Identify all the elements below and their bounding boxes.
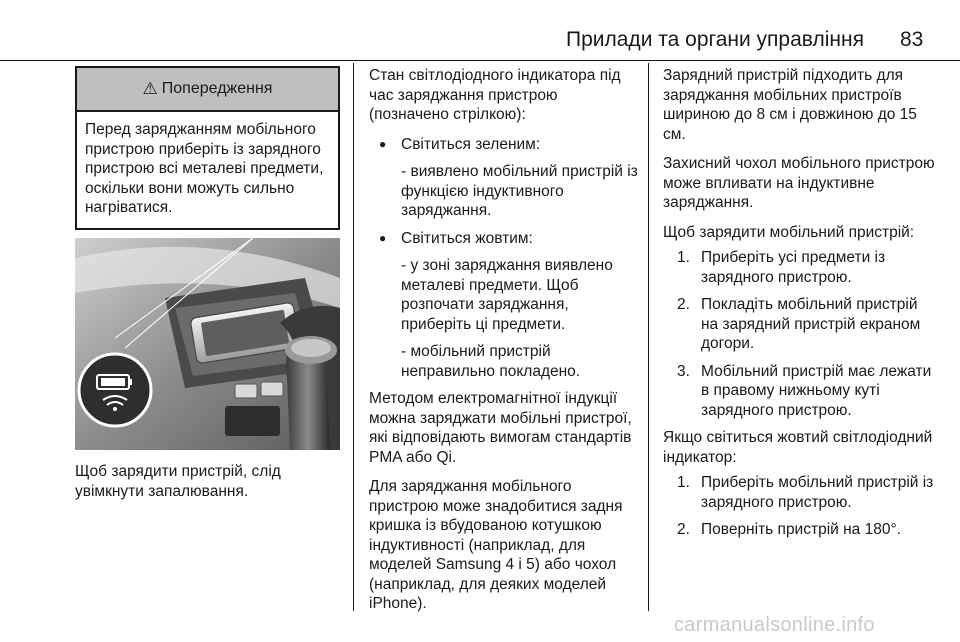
page-header-title: Прилади та органи управління — [566, 28, 864, 51]
right-column — [663, 66, 935, 548]
size-paragraph: Зарядний пристрій підходить для заряджання мобільних пристроїв шириною до 8 см і довжиною до 15 см. — [663, 67, 917, 143]
warning-text: Перед заряджанням мобільного пристрою приберіть із зарядного пристрою всі металеві предмети, оскільки вони можуть сильно нагріватися. — [85, 121, 324, 216]
middle-column — [369, 66, 641, 624]
warning-box — [75, 66, 340, 230]
warning-header — [77, 68, 338, 112]
induction-paragraph: Методом електромагнітної індукції можна заряджати мобільні пристрої, які відповідають вимогам стандартів PMA або Qi. — [369, 390, 632, 466]
bullet-yellow-detail-2: - мобільний пристрій неправильно покладено. — [401, 343, 581, 380]
bullet-green: ● Світиться зеленим: — [379, 135, 641, 155]
charging-tray-photo — [75, 238, 340, 450]
page-number: 83 — [900, 28, 924, 51]
column-divider-right — [648, 63, 649, 611]
case-paragraph: Захисний чохол мобільного пристрою може впливати на індуктивне заряджання. — [663, 155, 935, 211]
watermark: carmanualsonline.info — [674, 614, 875, 636]
cover-paragraph: Для заряджання мобільного пристрою може знадобитися задня кришка із вбудованою котушкою індуктивності (наприклад, для моделей Samsung 4 і 5) або чохол (наприклад, для деяких моделей iPhone). — [369, 478, 623, 612]
warning-title: Попередження — [161, 80, 273, 97]
photo-caption: Щоб зарядити пристрій, слід увімкнути запалювання. — [75, 463, 281, 500]
list-item: 1. Приберіть мобільний пристрій із зарядного пристрою. — [677, 474, 934, 511]
column-divider-left — [353, 63, 354, 611]
list-item: 1. Приберіть усі предмети із зарядного пристрою. — [677, 249, 886, 286]
yellow-steps-list — [663, 473, 935, 540]
warning-triangle-icon: ⚠ — [142, 79, 158, 98]
bullet-green-detail: - виявлено мобільний пристрій із функцією індуктивного заряджання. — [401, 163, 638, 219]
charge-steps-list — [663, 248, 935, 420]
bullet-yellow-detail-1: - у зоні заряджання виявлено металеві предмети. Щоб розпочати заряджання, приберіть ці предмети. — [401, 257, 613, 333]
list-item: 2. Покладіть мобільний пристрій на зарядний пристрій екраном догори. — [677, 296, 921, 352]
list-item: 3. Мобільний пристрій має лежати в правому нижньому куті зарядного пристрою. — [677, 362, 932, 419]
list-item: 2. Поверніть пристрій на 180°. — [677, 521, 901, 538]
charge-steps-intro: Щоб зарядити мобільний пристрій: — [663, 223, 915, 241]
yellow-steps-intro: Якщо світиться жовтий світлодіодний індикатор: — [663, 429, 933, 466]
header-rule — [0, 60, 960, 61]
indicator-intro: Стан світлодіодного індикатора під час заряджання пристрою (позначено стрілкою): — [369, 67, 621, 123]
charging-tray-illustration — [75, 238, 340, 450]
bullet-yellow: ● Світиться жовтим: — [379, 229, 641, 249]
